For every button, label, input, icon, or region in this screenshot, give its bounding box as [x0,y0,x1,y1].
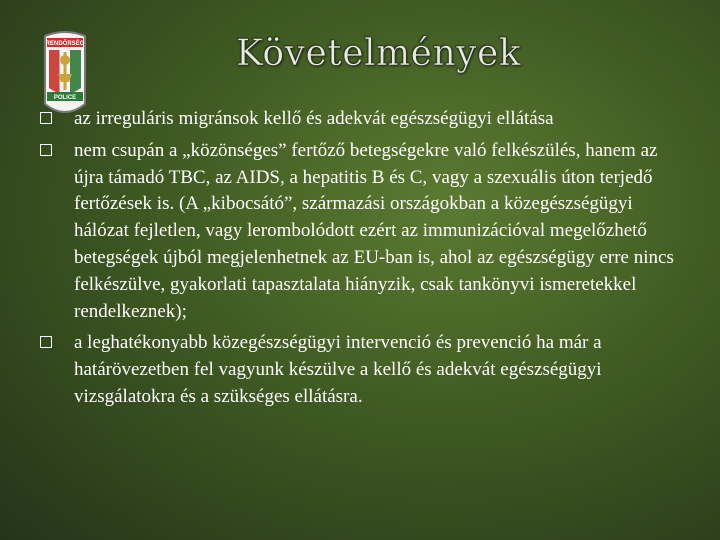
bullet-item [40,106,680,133]
badge-bottom-text: POLICE [53,95,77,101]
square-bullet-icon [40,112,52,124]
slide-title: Követelmények [236,33,522,74]
bullet-list [40,106,680,416]
bullet-item [40,330,680,410]
bullet-text: az irreguláris migránsok kellő és adekvát egészségügyi ellátása [74,108,554,129]
bullet-text: nem csupán a „közönséges” fertőző betegségekre való felkészülés, hanem az újra támadó TBC, az AIDS, a hepatitis B és C, vagy a szexuális úton terjedő fertőzések is. (A „kibocsátó”, származási országokban a közegészségügyi hálózat fejletlen, vagy lerombolódott ezért az immunizációval megelőzhető betegségek újból megjelenhetnek az EU-ban is, ahol az egészségügy erre nincs felkészülve, gyakorlati tapasztalata hiányzik, csak tankönyvi ismeretekkel rendelkeznek); [74,139,674,322]
square-bullet-icon [40,144,52,156]
bullet-text: a leghatékonyabb közegészségügyi intervenció és prevenció ha már a határövezetben fel vagyunk készülve a kellő és adekvát egészségügyi vizsgálatokra és a szükséges ellátásra. [74,332,602,407]
badge-top-text: RENDŐRSÉG [45,41,85,47]
square-bullet-icon [40,336,52,348]
police-badge-icon [41,30,89,118]
bullet-item [40,138,680,326]
